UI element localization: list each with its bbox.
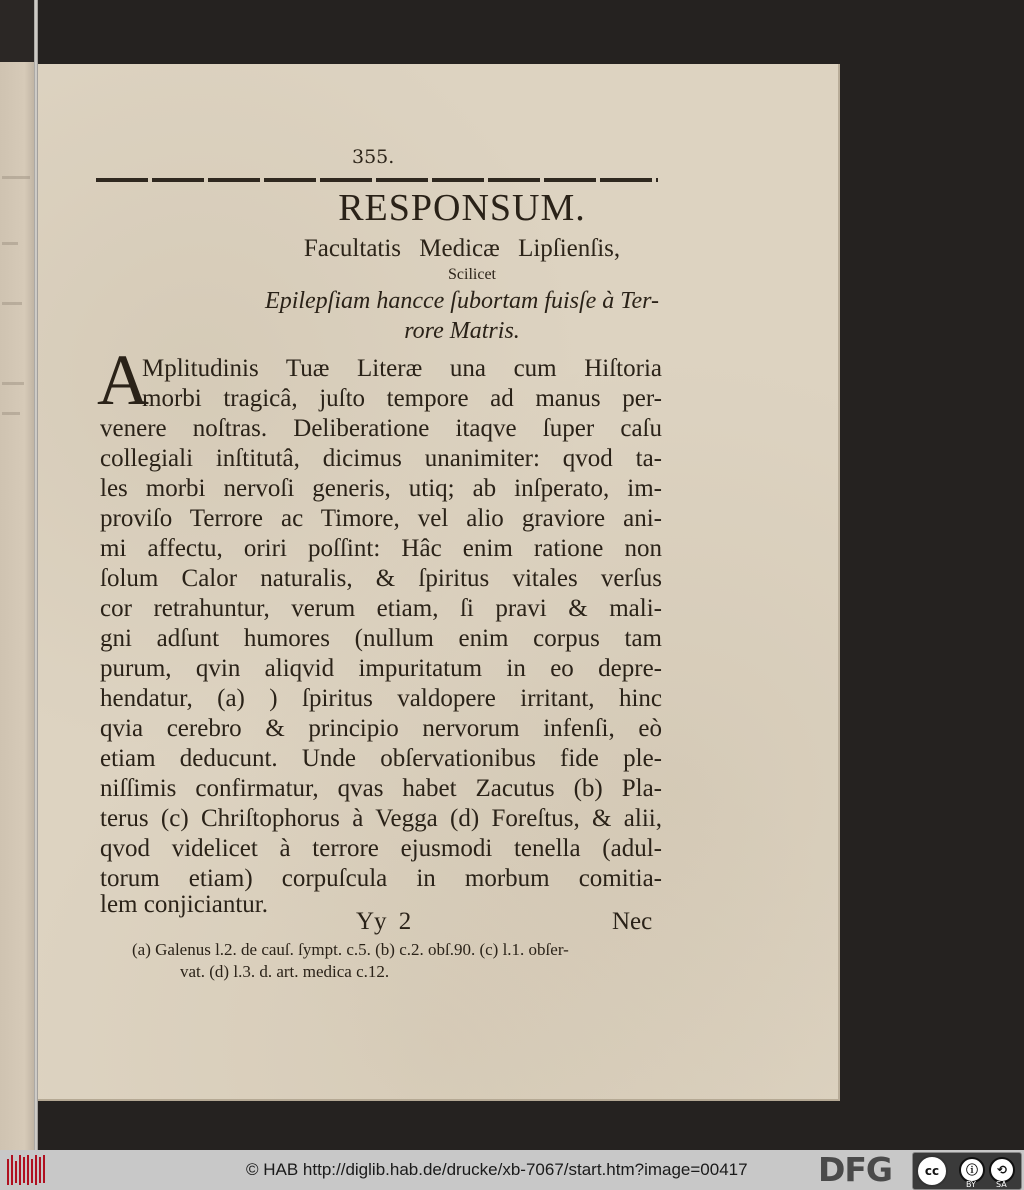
by-label: BY [966,1180,976,1189]
dfg-logo: DFG [818,1150,893,1189]
body-line: venere noſtras. Deliberatione itaqve ſuper caſu [100,415,662,442]
page-number: 355. [352,146,395,168]
body-line: torum etiam) corpuſcula in morbum comitia- [100,865,662,892]
share-alike-icon: ⟲ [989,1157,1015,1183]
footnote-line-2: vat. (d) l.3. d. art. medica c.12. [180,962,390,981]
cc-icon: cc [916,1155,948,1187]
body-line: lem conjiciantur. [100,891,269,918]
body-line: ſolum Calor naturalis, & ſpiritus vitales verſus [100,565,662,592]
footnote-line-1: (a) Galenus l.2. de cauſ. ſympt. c.5. (b) c.2. obſ.90. (c) l.1. obſer- [132,940,569,959]
body-line: proviſo Terrore ac Timore, vel alio graviore ani- [100,505,662,532]
body-line: mi affectu, oriri poſſint: Hâc enim ratione non [100,535,662,562]
attribution-icon: ⓘ [959,1157,985,1183]
header-rule [96,178,658,182]
body-line: gni adſunt humores (nullum enim corpus tam [100,625,662,652]
italic-heading-line-2: rore Matris. [404,318,520,344]
body-line: purum, qvin aliqvid impuritatum in eo depre- [100,655,662,682]
ghost-rule [2,176,30,179]
body-line: qvod videlicet à terrore ejusmodi tenella (adul- [100,835,662,862]
body-line: terus (c) Chriſtophorus à Vegga (d) Foreſtus, & alii, [100,805,662,832]
subtitle: Facultatis Medicæ Lipſienſis, [303,235,621,262]
ghost-text [2,412,20,415]
body-line: morbi tragicâ, juſto tempore ad manus per- [142,385,662,412]
body-line: hendatur, (a) ) ſpiritus valdopere irritant, hinc [100,685,662,712]
drop-cap: A [97,340,149,420]
signature-mark: Yy 2 [356,908,412,935]
italic-heading-line-1: Epilepſiam hancce ſubortam fuisſe à Ter- [265,288,659,314]
copyright-link[interactable]: © HAB http://diglib.hab.de/drucke/xb-7067/start.htm?image=00417 [246,1160,748,1179]
page-title: RESPONSUM. [338,187,586,229]
catchword: Nec [612,908,653,935]
body-line: qvia cerebro & principio nervorum infenſi, eò [100,715,662,742]
body-line: niſſimis confirmatur, qvas habet Zacutus (b) Pla- [100,775,662,802]
cc-license-badge[interactable] [912,1152,1022,1190]
body-line: collegiali inſtitutâ, dicimus unanimiter: qvod ta- [100,445,662,472]
ghost-text [2,382,24,385]
body-line: cor retrahuntur, verum etiam, ſi pravi & mali- [100,595,662,622]
sa-label: SA [996,1180,1007,1189]
hab-logo-icon [5,1155,47,1185]
footer-bar [0,1150,1024,1190]
body-line: Mplitudinis Tuæ Literæ una cum Hiſtoria [142,355,662,382]
body-line: les morbi nervoſi generis, utiq; ab inſperato, im- [100,475,662,502]
scilicet-label: Scilicet [448,266,496,283]
body-line: etiam deducunt. Unde obſervationibus fide ple- [100,745,662,772]
